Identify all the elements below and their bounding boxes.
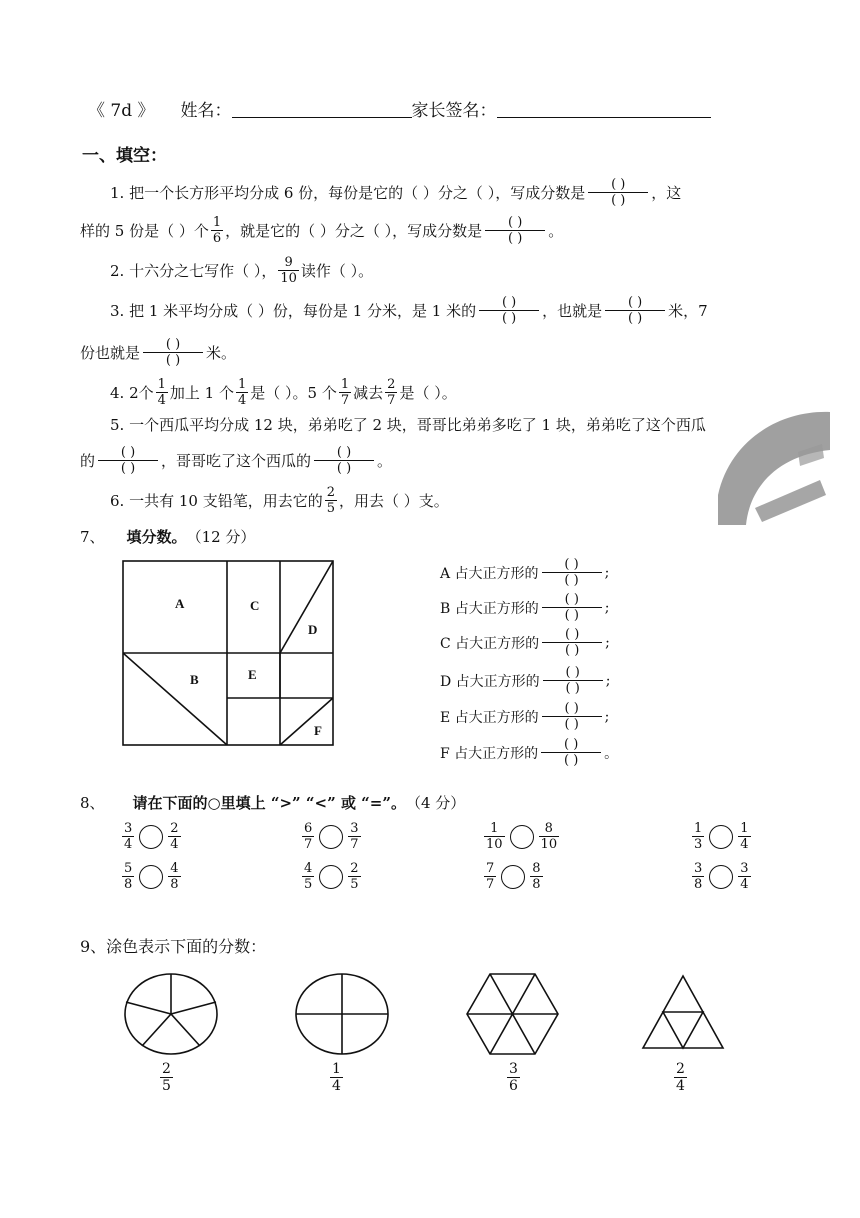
label-b: B (190, 672, 199, 687)
q2-line: 2. 十六分之七写作（ ）， $\frac{9}{10}$ 读作（ ）。 (110, 255, 374, 286)
parent-signature-field[interactable] (497, 99, 711, 118)
square-diagram (120, 558, 336, 748)
answer-fraction[interactable]: ( ) ( ) (605, 296, 665, 325)
fraction: $\frac{1}{7}$ (340, 377, 350, 408)
compare-circle[interactable] (139, 865, 163, 889)
answer-fraction[interactable]: ( ) ( ) (542, 628, 602, 657)
header-row (88, 96, 711, 121)
answer-fraction[interactable]: ( ) ( ) (542, 558, 602, 587)
fraction: $\frac{8}{8}$ (532, 861, 541, 892)
fraction: $\frac{2}{4}$ (170, 821, 179, 852)
circle-four-parts (296, 974, 388, 1054)
answer-fraction[interactable]: ( ) ( ) (542, 702, 602, 731)
fraction: $\frac{8}{10}$ (540, 821, 558, 852)
answer-fraction[interactable]: ( ) ( ) (479, 296, 539, 325)
stamp-mark (700, 400, 830, 525)
answer-fraction[interactable]: ( ) ( ) (588, 178, 648, 207)
comparison-item (690, 862, 753, 891)
circle-five-parts (125, 974, 217, 1054)
answer-fraction[interactable]: ( ) ( ) (485, 216, 545, 245)
comparison-item (120, 862, 183, 891)
q1-line1: 1. 把一个长方形平均分成 6 份，每份是它的（ ）分之（ ），写成分数是 ( ) ( ) ，这 (110, 177, 682, 208)
shapes-row (110, 964, 750, 1104)
answer-fraction[interactable]: ( ) ( ) (314, 446, 374, 475)
q5-line1: 5. 一个西瓜平均分成 12 块，弟弟吃了 2 块，哥哥比弟弟多吃了 1 块，弟弟吃了这个西瓜 (110, 416, 706, 434)
fraction: $\frac{9}{10}$ (280, 255, 297, 286)
q7-title: 7、 填分数。 （12 分） (80, 528, 256, 546)
q8-title: 8、 请在下面的○里填上 “>” “<” 或 “=”。 （4 分） (80, 794, 466, 812)
answer-fraction[interactable]: ( ) ( ) (542, 593, 602, 622)
fraction: $\frac{1}{4}$ (157, 377, 166, 408)
fraction: $\frac{3}{7}$ (350, 821, 359, 852)
fraction: $\frac{2}{5}$ (350, 861, 359, 892)
q7-row-a: A 占大正方形的 ( ) ( ) ; (440, 557, 610, 588)
answer-fraction[interactable]: ( ) ( ) (98, 446, 158, 475)
q9-title: 9、涂色表示下面的分数： (80, 937, 267, 956)
comparison-item (482, 862, 545, 891)
q7-row-c: C 占大正方形的 ( ) ( ) ; (440, 627, 610, 658)
q3-line1: 3. 把 1 米平均分成（ ）份，每份是 1 分米，是 1 米的 ( ) ( ) ，也就是 ( ) ( ) 米，7 (110, 295, 708, 326)
shape-fraction: $\frac{1}{4}$ (332, 1061, 341, 1094)
hexagon-six-parts (467, 974, 558, 1054)
q3-line2: 份也就是 ( ) ( ) 米。 (80, 337, 237, 368)
comparison-item (300, 862, 363, 891)
fraction: $\frac{1}{10}$ (486, 821, 503, 852)
comparison-item (300, 822, 363, 851)
fraction: $\frac{1}{4}$ (238, 377, 247, 408)
answer-fraction[interactable]: ( ) ( ) (541, 738, 601, 767)
q5-line2: 的 ( ) ( ) ，哥哥吃了这个西瓜的 ( ) ( ) 。 (80, 445, 393, 476)
compare-circle[interactable] (319, 825, 343, 849)
shape-fraction: $\frac{3}{6}$ (509, 1061, 518, 1094)
compare-circle[interactable] (139, 825, 163, 849)
fraction: $\frac{2}{7}$ (387, 377, 396, 408)
fraction: $\frac{4}{5}$ (304, 861, 313, 892)
compare-circle[interactable] (501, 865, 525, 889)
fraction: $\frac{7}{7}$ (486, 861, 495, 892)
fraction: $\frac{3}{8}$ (694, 861, 703, 892)
shape-fraction: $\frac{2}{4}$ (676, 1061, 685, 1094)
q7-row-b: B 占大正方形的 ( ) ( ) ; (440, 592, 610, 623)
label-a: A (175, 596, 185, 611)
answer-fraction[interactable]: ( ) ( ) (543, 666, 603, 695)
compare-circle[interactable] (709, 825, 733, 849)
q7-row-f: F 占大正方形的 ( ) ( ) 。 (440, 737, 619, 768)
label-e: E (248, 667, 257, 682)
label-f: F (314, 723, 322, 738)
comparison-item (482, 822, 561, 851)
compare-circle[interactable] (319, 865, 343, 889)
fraction: $\frac{4}{8}$ (170, 861, 179, 892)
name-field[interactable] (232, 99, 412, 118)
fraction: $\frac{2}{5}$ (326, 485, 335, 516)
fraction: $\frac{1}{6}$ (212, 215, 222, 246)
shape-fraction: $\frac{2}{5}$ (162, 1061, 171, 1094)
comparison-item (120, 822, 183, 851)
q1-line2: 样的 5 份是（ ）个 $\frac{1}{6}$ ，就是它的（ ）分之（ ），写成分数是 ( ) ( ) 。 (80, 215, 564, 246)
comparison-item (690, 822, 753, 851)
triangle-four-parts (643, 976, 723, 1048)
fraction: $\frac{5}{8}$ (124, 861, 133, 892)
label-d: D (308, 622, 318, 637)
q7-row-d: D 占大正方形的 ( ) ( ) ; (440, 665, 611, 696)
fraction: $\frac{3}{4}$ (740, 861, 749, 892)
compare-circle[interactable] (510, 825, 534, 849)
parent-signature-label: 家长签名： (411, 101, 497, 121)
fraction: $\frac{1}{4}$ (740, 821, 749, 852)
fraction: $\frac{6}{7}$ (304, 821, 313, 852)
q7-row-e: E 占大正方形的 ( ) ( ) ; (440, 701, 610, 732)
q6-line: 6. 一共有 10 支铅笔，用去它的 $\frac{2}{5}$ ，用去（ ）支。 (110, 485, 449, 516)
fraction: $\frac{3}{4}$ (124, 821, 133, 852)
label-c: C (250, 598, 260, 613)
fraction: $\frac{1}{3}$ (694, 821, 703, 852)
section-title: 一、填空： (82, 146, 167, 166)
compare-circle[interactable] (709, 865, 733, 889)
answer-fraction[interactable]: ( ) ( ) (143, 338, 203, 367)
q4-line: 4. 2个 $\frac{1}{4}$ 加上 1 个 $\frac{1}{4}$ 是（ ）。5 个 $\frac{1}{7}$ 减去 $\frac{2}{7}$ 是（ ）。 (110, 377, 457, 408)
name-label: 姓名： (180, 101, 232, 121)
worksheet-code: 《 7d 》 (88, 101, 155, 121)
